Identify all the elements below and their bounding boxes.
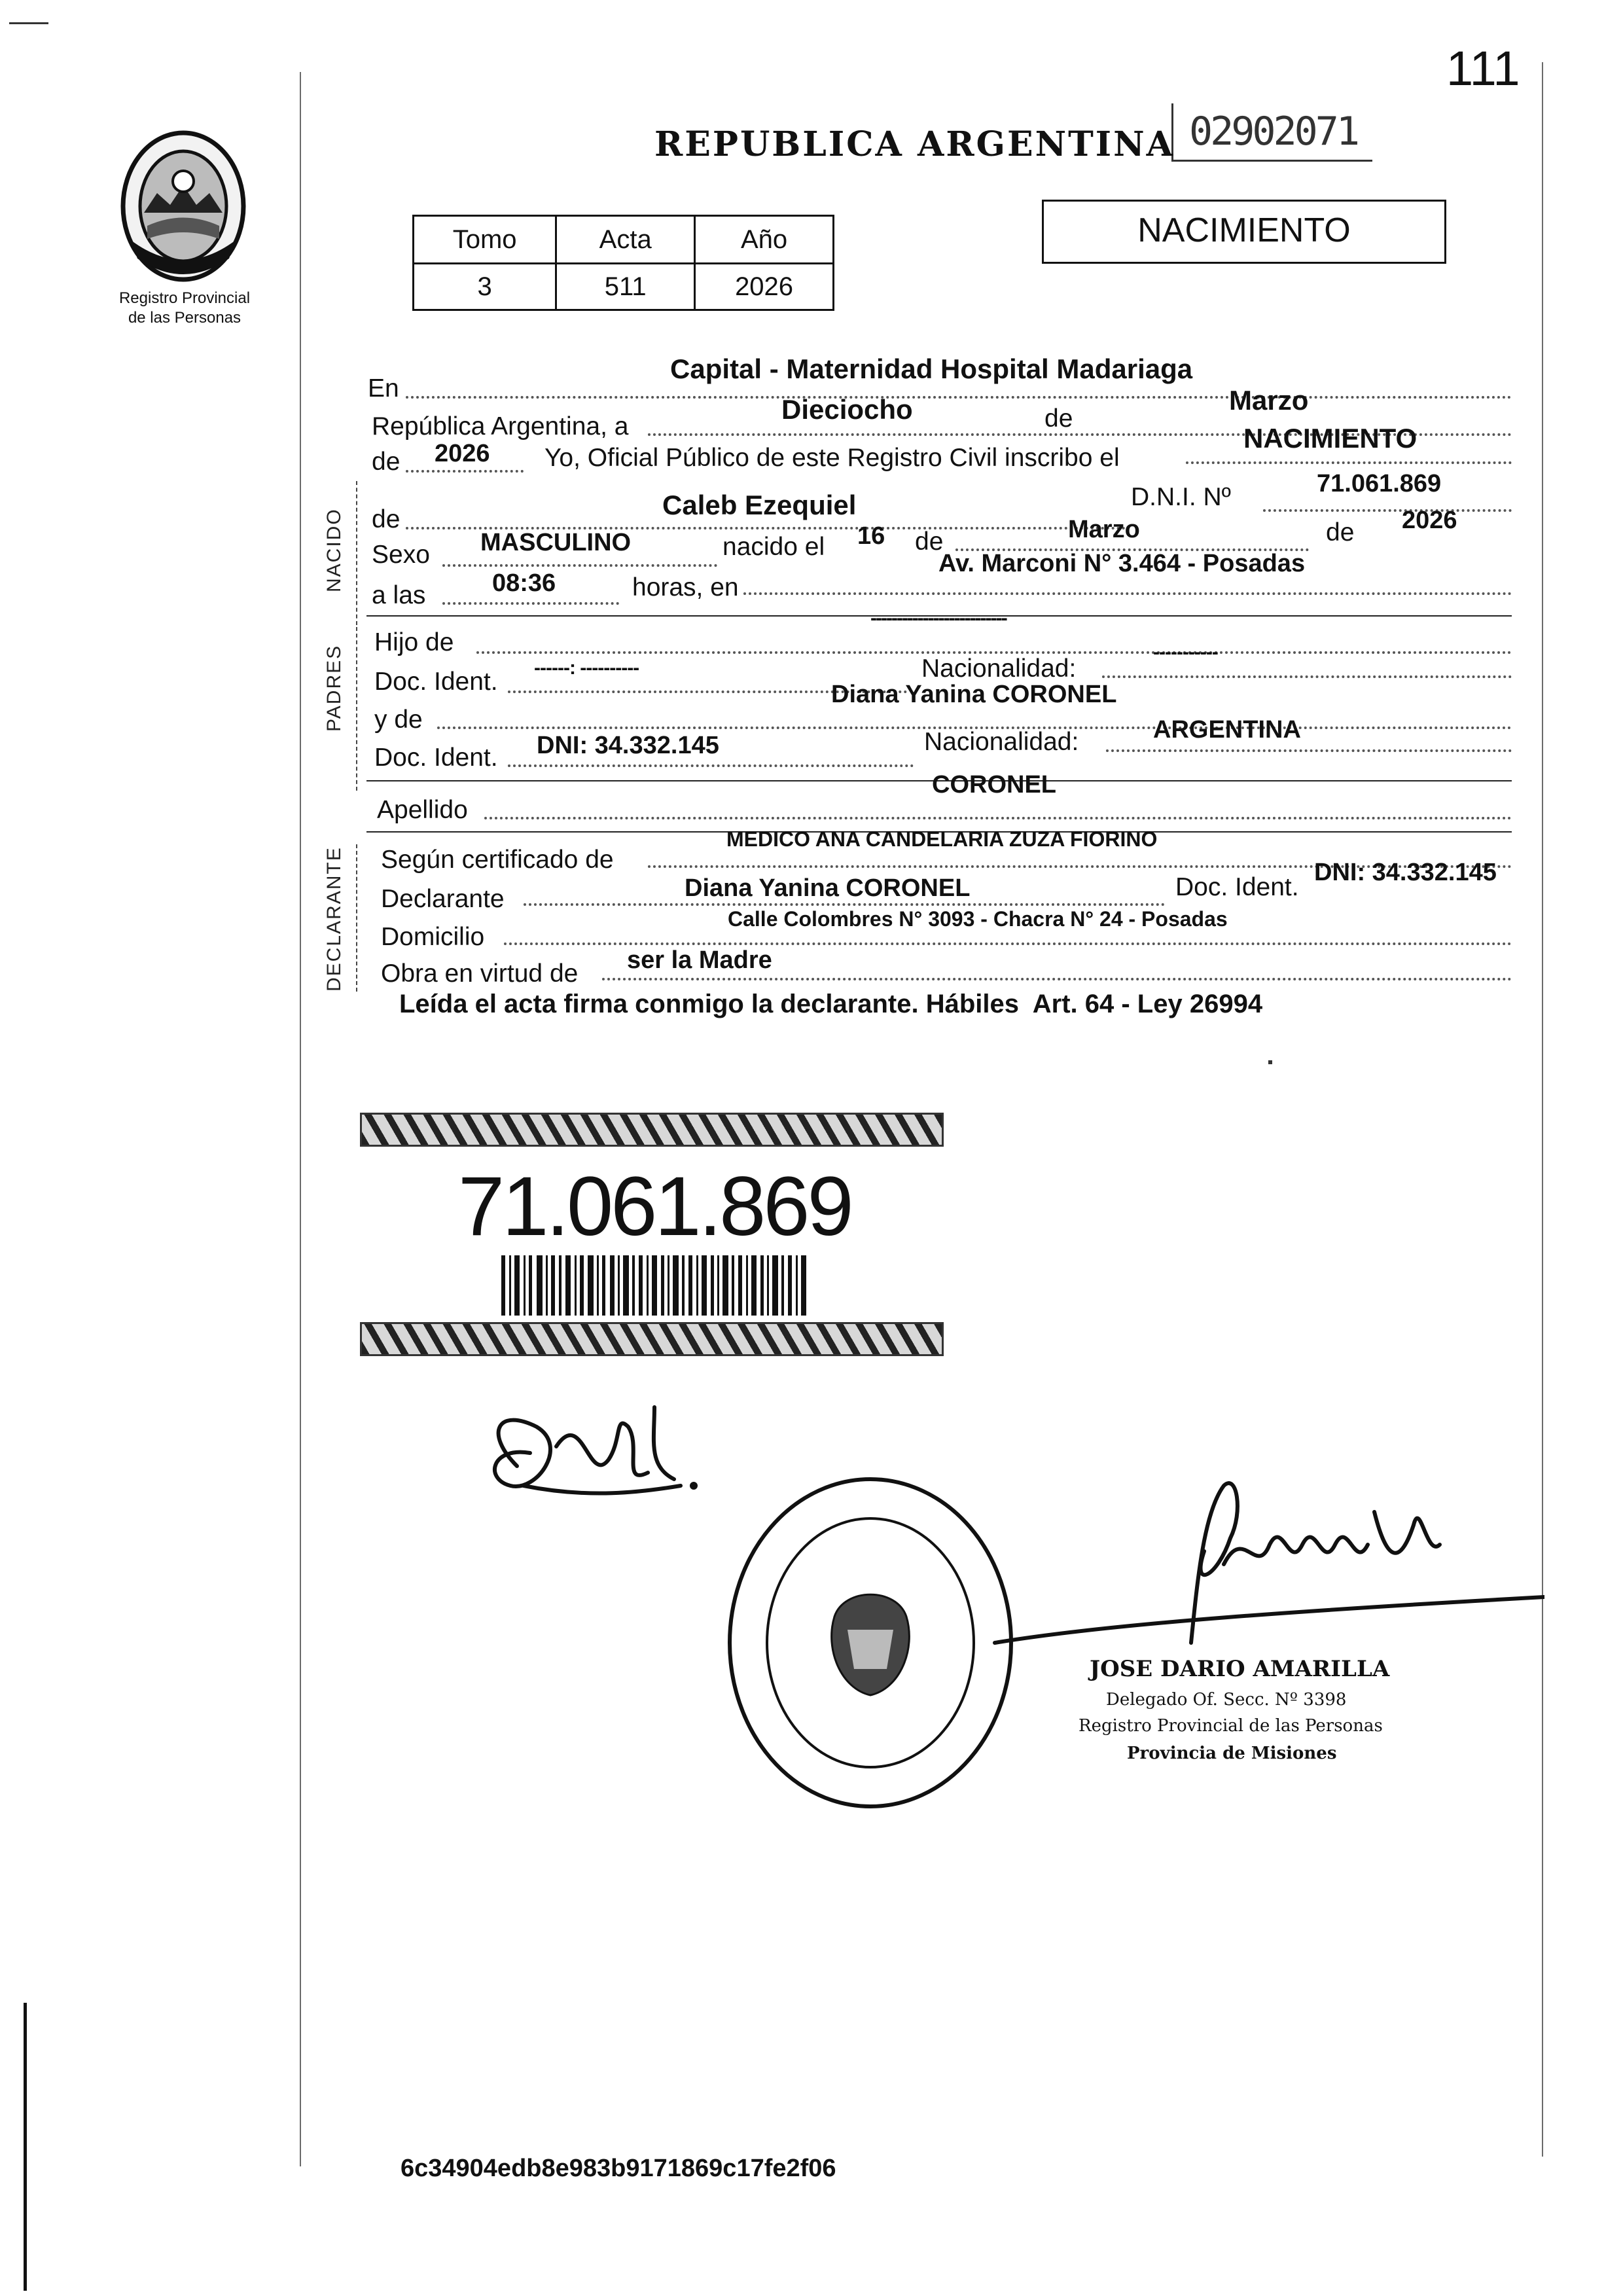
en-label: En	[368, 374, 399, 403]
year-de-label: de	[372, 448, 401, 476]
document-type: NACIMIENTO	[1137, 211, 1351, 249]
republica-label: República Argentina, a	[372, 412, 629, 440]
table-header-anio: Año	[695, 216, 834, 264]
nacido-de-label: de	[372, 505, 401, 533]
birth-day: 16	[857, 522, 885, 550]
provincial-seal-logo	[118, 128, 249, 285]
certificado-label: Según certificado de	[381, 846, 614, 874]
father-doc: ------: ----------	[534, 657, 639, 679]
certificate-issuer: MEDICO ANA CANDELARIA ZUZA FIORINO	[726, 827, 1158, 851]
surname: CORONEL	[932, 771, 1056, 798]
y-de-label: y de	[374, 706, 423, 734]
dni-label: D.N.I. Nº	[1131, 483, 1231, 511]
mother-name: Diana Yanina CORONEL	[831, 681, 1117, 708]
declarant-relationship: ser la Madre	[627, 946, 772, 974]
birth-de2-label: de	[1326, 518, 1355, 547]
father-doc-label: Doc. Ident.	[374, 668, 498, 696]
signatory-role: Delegado Of. Secc. Nº 3398	[1106, 1690, 1347, 1710]
registration-place: Capital - Maternidad Hospital Madariaga	[670, 353, 1193, 384]
barcode-number: 71.061.869	[458, 1160, 851, 1253]
birth-de1-label: de	[915, 528, 944, 556]
handwritten-signature-right	[982, 1446, 1544, 1656]
child-dni: 71.061.869	[1317, 470, 1442, 497]
address: Calle Colombres N° 3093 - Chacra N° 24 - Posadas	[728, 907, 1228, 931]
table-value-acta: 511	[556, 264, 695, 310]
a-las-label: a las	[372, 581, 426, 609]
section-label-declarante: DECLARANTE	[323, 846, 345, 992]
seal-caption-line2: de las Personas	[128, 309, 241, 327]
document-hash: 6c34904edb8e983b9171869c17fe2f06	[401, 2155, 836, 2182]
registration-day: Dieciocho	[781, 394, 913, 425]
security-pattern-top	[360, 1113, 944, 1147]
signatory-province: Provincia de Misiones	[1127, 1744, 1337, 1763]
father-nationality-label: Nacionalidad:	[921, 655, 1077, 683]
section-label-padres: PADRES	[323, 644, 345, 732]
declarant-doc: DNI: 34.332.145	[1314, 859, 1497, 886]
signatory-office: Registro Provincial de las Personas	[1079, 1716, 1383, 1736]
mother-doc-label: Doc. Ident.	[374, 744, 498, 772]
left-margin-rule	[300, 72, 301, 2166]
father-nationality: -----------	[1153, 641, 1218, 663]
act-type: NACIMIENTO	[1243, 423, 1418, 454]
mother-nationality-label: Nacionalidad:	[924, 728, 1079, 756]
statement-text: Yo, Oficial Público de este Registro Civil inscribo el	[544, 444, 1120, 472]
sexo-label: Sexo	[372, 541, 430, 569]
mother-doc: DNI: 34.332.145	[537, 732, 719, 759]
seal-caption-line1: Registro Provincial	[118, 289, 251, 307]
hijo-de-label: Hijo de	[374, 628, 454, 656]
declarante-label: Declarante	[381, 885, 505, 913]
table-value-tomo: 3	[414, 264, 556, 310]
mother-nationality: ARGENTINA	[1153, 716, 1301, 744]
country-title: REPUBLICA ARGENTINA	[654, 124, 1175, 164]
birth-year: 2026	[1402, 507, 1457, 534]
horas-en-label: horas, en	[632, 573, 739, 601]
child-sex: MASCULINO	[480, 529, 632, 556]
right-margin-rule	[1542, 62, 1543, 2157]
barcode	[501, 1255, 809, 1316]
scan-edge-line	[24, 2003, 27, 2291]
official-round-seal	[720, 1473, 1021, 1813]
document-type-box	[1042, 200, 1446, 264]
handwritten-signature-left	[458, 1388, 720, 1518]
declarant-name: Diana Yanina CORONEL	[685, 874, 971, 902]
birth-time: 08:36	[492, 569, 556, 597]
declarant-doc-label: Doc. Ident.	[1175, 873, 1299, 901]
security-pattern-bottom	[360, 1322, 944, 1356]
closing-statement: Leída el acta firma conmigo la declarante. Hábiles Art. 64 - Ley 26994	[399, 990, 1263, 1018]
section-label-nacido: NACIDO	[323, 508, 345, 592]
domicilio-label: Domicilio	[381, 923, 485, 951]
corner-mark	[9, 22, 48, 24]
serial-number-stamp	[1171, 103, 1372, 162]
child-name: Caleb Ezequiel	[662, 490, 857, 520]
serial-number: 02902071	[1189, 109, 1357, 154]
barcode-label	[360, 1113, 949, 1374]
nacido-el-label: nacido el	[722, 533, 825, 561]
apellido-label: Apellido	[377, 796, 468, 824]
father-name: --------------------------	[870, 607, 1007, 629]
registration-month: Marzo	[1229, 385, 1309, 416]
registry-table	[412, 215, 834, 311]
table-value-anio: 2026	[695, 264, 834, 310]
table-header-tomo: Tomo	[414, 216, 556, 264]
signatory-name: JOSE DARIO AMARILLA	[1090, 1656, 1390, 1682]
birth-place: Av. Marconi N° 3.464 - Posadas	[938, 550, 1306, 577]
table-header-acta: Acta	[556, 216, 695, 264]
registration-de-label: de	[1044, 404, 1073, 433]
registration-year: 2026	[435, 440, 490, 467]
page-number: 111	[1446, 41, 1520, 96]
obra-label: Obra en virtud de	[381, 960, 579, 988]
birth-month: Marzo	[1068, 516, 1140, 543]
